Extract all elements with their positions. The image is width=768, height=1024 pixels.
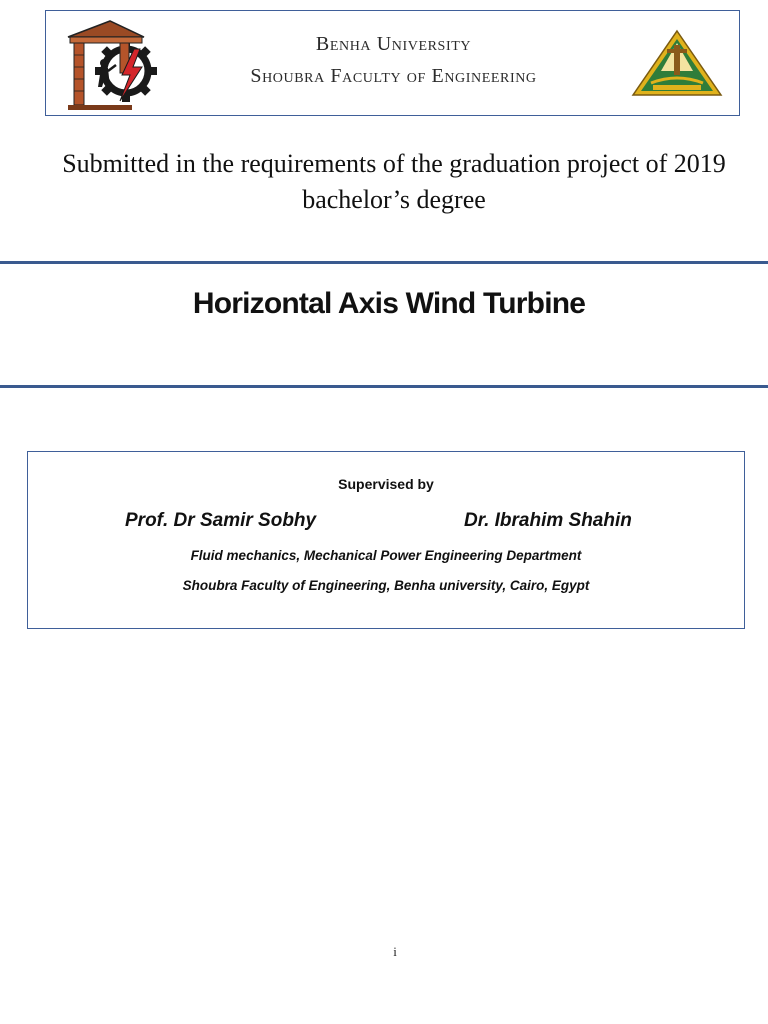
submission-statement: Submitted in the requirements of the graduation project of 2019 bachelor’s degree [62, 149, 726, 214]
faculty-logo-icon [64, 15, 158, 113]
header-box [45, 10, 740, 116]
university-name: Benha University [315, 33, 472, 55]
supervised-by-label: Supervised by [338, 476, 434, 492]
page-number: i [393, 944, 397, 959]
title-divider-top [0, 261, 768, 264]
title-divider-bottom [0, 385, 768, 388]
faculty-name: Shoubra Faculty of Engineering [250, 65, 537, 87]
affiliation-line: Shoubra Faculty of Engineering, Benha university, Cairo, Egypt [182, 578, 590, 593]
supervisor-name-1: Prof. Dr Samir Sobhy [125, 510, 317, 531]
supervision-box [27, 451, 745, 629]
project-title: Horizontal Axis Wind Turbine [192, 287, 586, 320]
supervisor-name-2: Dr. Ibrahim Shahin [464, 510, 632, 531]
department-line: Fluid mechanics, Mechanical Power Engineering Department [190, 548, 582, 563]
university-seal-icon [631, 29, 723, 99]
